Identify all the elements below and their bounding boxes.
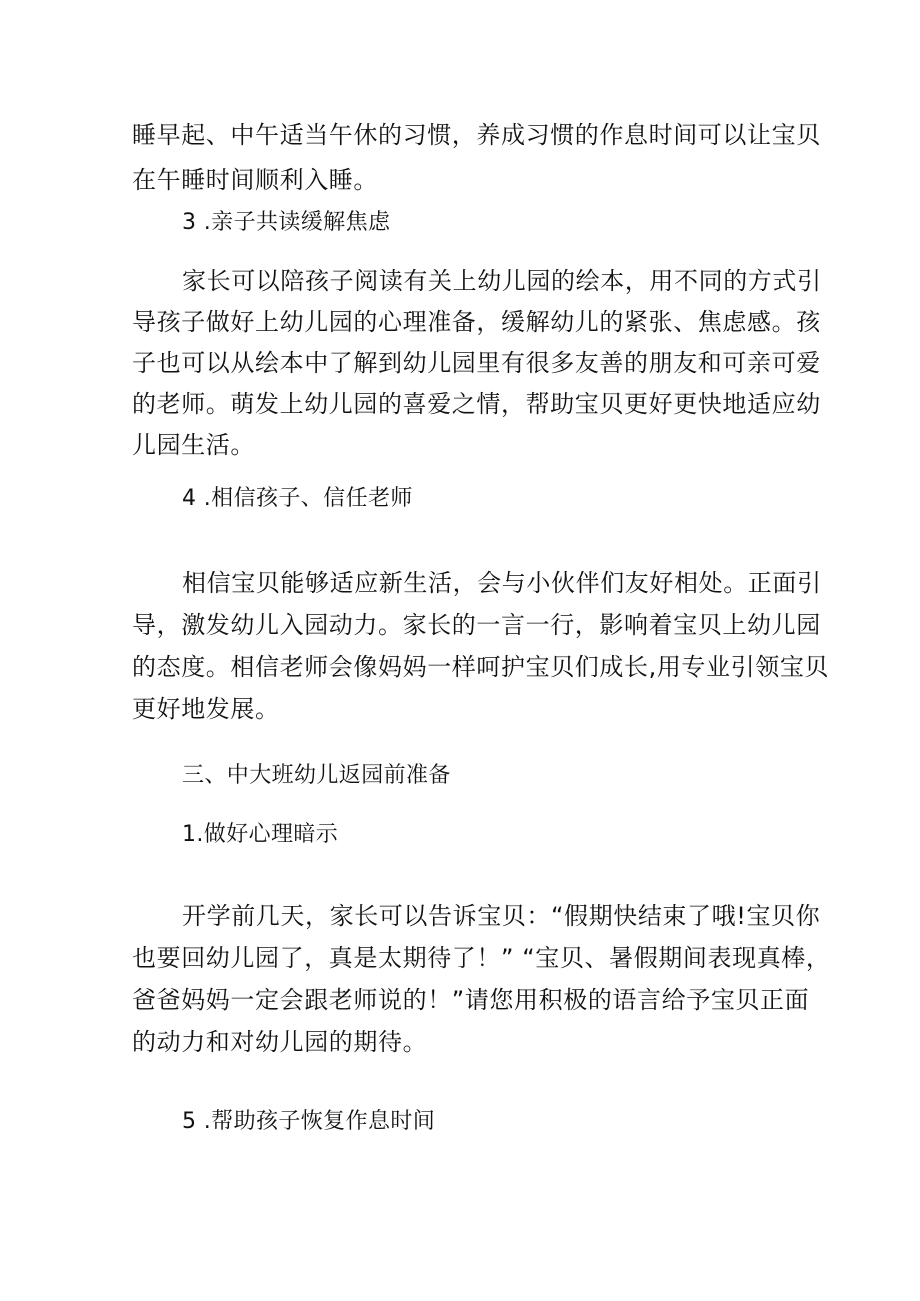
paragraph-line: 也要回幼儿园了，真是太期待了！” “宝贝、暑假期间表现真棒，	[132, 944, 831, 972]
major-heading: 三、中大班幼儿返园前准备	[182, 763, 451, 788]
paragraph-line: 家长可以陪孩子阅读有关上幼儿园的绘本，用不同的方式引	[182, 267, 822, 295]
paragraph-line: 的态度。相信老师会像妈妈一样呵护宝贝们成长,用专业引领宝贝	[132, 653, 830, 681]
paragraph-line: 爸爸妈妈一定会跟老师说的！”请您用积极的语言给予宝贝正面	[132, 986, 810, 1014]
paragraph-line: 的动力和对幼儿园的期待。	[132, 1028, 428, 1056]
paragraph-line: 子也可以从绘本中了解到幼儿园里有很多友善的朋友和可亲可爱	[132, 349, 821, 377]
section-heading-5: 5 .帮助孩子恢复作息时间	[182, 1109, 436, 1134]
paragraph-continuation-line: 在午睡时间顺利入睡。	[132, 166, 378, 194]
paragraph-line: 的老师。萌发上幼儿园的喜爱之情，帮助宝贝更好更快地适应幼	[132, 390, 821, 418]
paragraph-line: 导，激发幼儿入园动力。家长的一言一行，影响着宝贝上幼儿园	[132, 611, 821, 639]
paragraph-line: 儿园生活。	[132, 431, 255, 459]
paragraph-continuation-line: 睡早起、中午适当午休的习惯，养成习惯的作息时间可以让宝贝	[132, 121, 821, 149]
paragraph-line: 导孩子做好上幼儿园的心理准备，缓解幼儿的紧张、焦虑感。孩	[132, 308, 821, 336]
section-heading-4: 4 .相信孩子、信任老师	[182, 486, 413, 511]
paragraph-line: 更好地发展。	[132, 695, 280, 723]
section-heading-3: 3 .亲子共读缓解焦虑	[182, 210, 391, 235]
paragraph-line: 开学前几天，家长可以告诉宝贝：“假期快结束了哦!宝贝你	[182, 902, 821, 930]
paragraph-line: 相信宝贝能够适应新生活，会与小伙伴们友好相处。正面引	[182, 569, 822, 597]
section-heading-1: 1.做好心理暗示	[182, 822, 339, 847]
